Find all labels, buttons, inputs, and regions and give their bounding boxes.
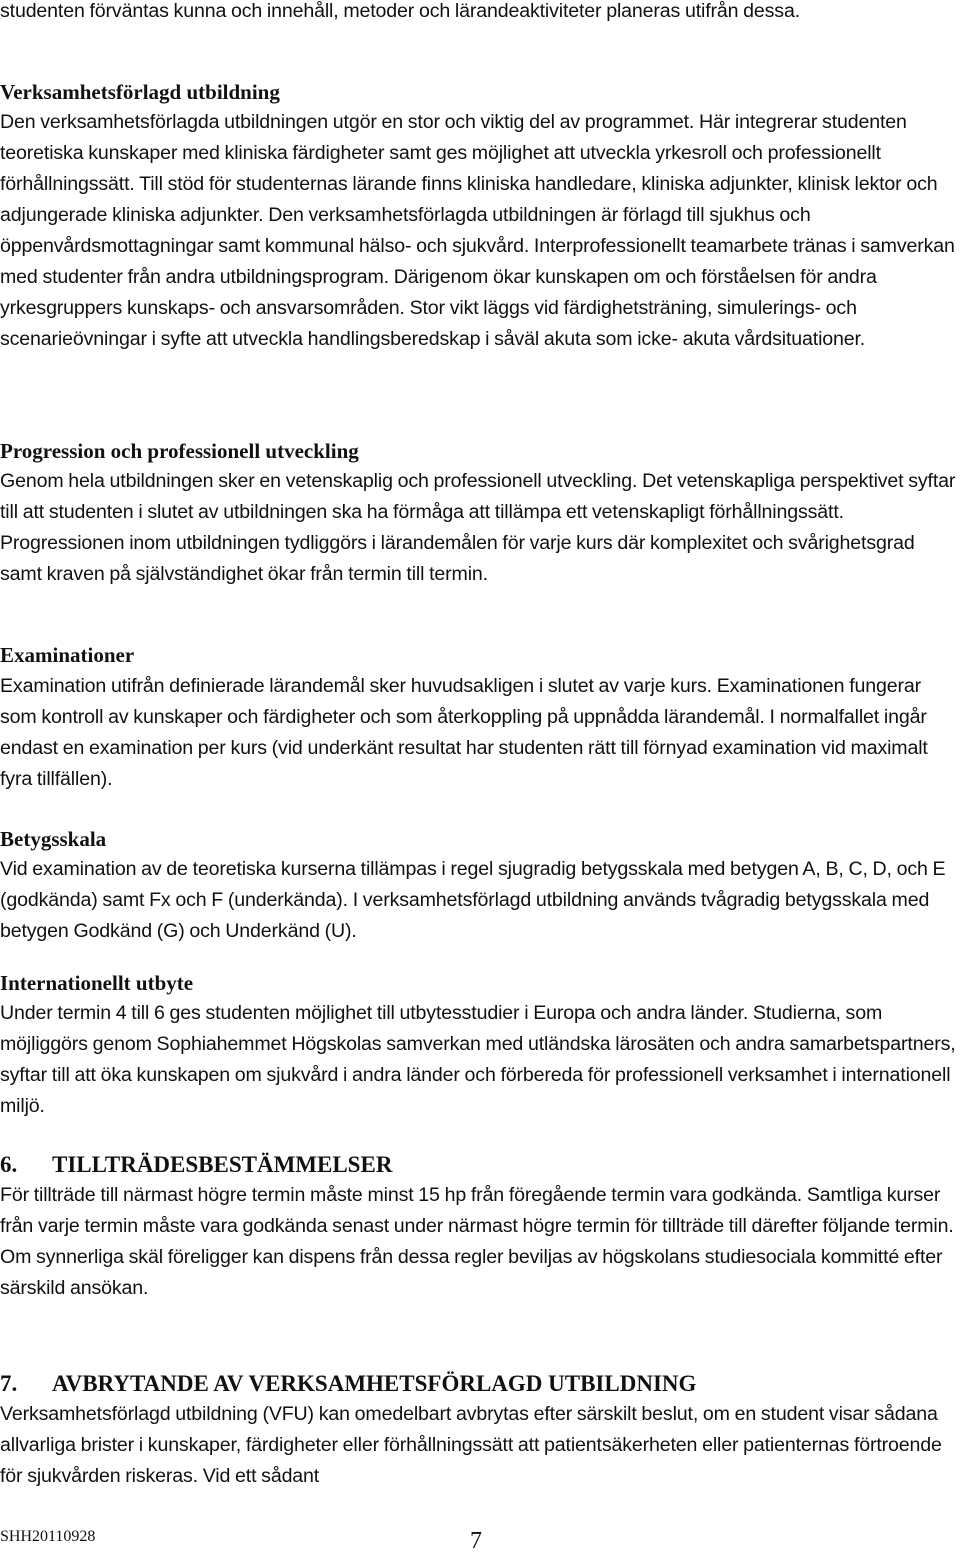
paragraph-betygsskala: Vid examination av de teoretiska kurserna tillämpas i regel sjugradig betygsskala med betygen A, B, C, D, och E (godkända) samt Fx och F (underkända). I verksamhetsförlagd utbildning används tvågradig betygsskala med betygen Godkänd (G) och Underkänd (U). (0, 858, 946, 942)
paragraph-examinationer: Examination utifrån definierade lärandemål sker huvudsakligen i slutet av varje kurs. Examinationen fungerar som kontroll av kunskaper och färdigheter och som återkoppling på uppnådda lärandemål. I normalfallet ingår endast en examination per kurs (vid underkänt resultat har studenten rätt till förnyad examination vid maximalt fyra tillfällen). (0, 675, 928, 790)
heading-progression: Progression och professionell utveckling (0, 439, 359, 463)
heading-internationellt-utbyte: Internationellt utbyte (0, 971, 194, 995)
paragraph-verksamhetsforlagd-utbildning: Den verksamhetsförlagda utbildningen utgör en stor och viktig del av programmet. Här integrerar studenten teoretiska kunskaper med kliniska färdigheter samt ges möjlighet att utveckla yrkesroll och professionellt förhållningssätt. Till stöd för studenternas lärande finns kliniska handledare, kliniska adjunkter, klinisk lektor och adjungerade kliniska adjunkter. Den verksamhetsförlagda utbildningen är förlagd till sjukhus och öppenvårdsmottagningar samt kommunal hälso- och sjukvård. Interprofessionellt teamarbete tränas i samverkan med studenter från andra utbildningsprogram. Därigenom ökar kunskapen om och förståelsen för andra yrkesgruppers kunskaps- och ansvarsområden. Stor vikt läggs vid färdighetsträning, simulerings- och scenarieövningar i syfte att utveckla handlingsberedskap i såväl akuta som icke- akuta vårdsituationer. (0, 111, 955, 350)
section-title: AVBRYTANDE AV VERKSAMHETSFÖRLAGD UTBILDNING (52, 1371, 697, 1396)
section-title: TILLTRÄDESBESTÄMMELSER (52, 1152, 393, 1177)
intro-paragraph: studenten förväntas kunna och innehåll, metoder och lärandeaktiviteter planeras utifrån dessa. (0, 0, 800, 22)
paragraph-progression: Genom hela utbildningen sker en vetenskaplig och professionell utveckling. Det vetenskapliga perspektivet syftar till att studenten i slutet av utbildningen ska ha förmåga att tillämpa ett vetenskapligt förhållningssätt. Progressionen inom utbildningen tydliggörs i lärandemålen för varje kurs där komplexitet och svårighetsgrad samt kraven på självständighet ökar från termin till termin. (0, 470, 956, 585)
heading-tilltradesbestammelser (0, 1151, 392, 1179)
paragraph-tilltradesbestammelser: För tillträde till närmast högre termin måste minst 15 hp från föregående termin vara godkända. Samtliga kurser från varje termin måste vara godkända senast under närmast högre termin för tillträde till därefter följande termin. Om synnerliga skäl föreligger kan dispens från dessa regler beviljas av högskolans studiesociala kommitté efter särskild ansökan. (0, 1184, 954, 1299)
section-number: 6. (0, 1152, 18, 1177)
heading-betygsskala: Betygsskala (0, 827, 107, 851)
heading-verksamhetsforlagd-utbildning: Verksamhetsförlagd utbildning (0, 80, 280, 104)
section-number: 7. (0, 1371, 18, 1396)
paragraph-internationellt-utbyte: Under termin 4 till 6 ges studenten möjlighet till utbytesstudier i Europa och andra länder. Studierna, som möjliggörs genom Sophiahemmet Högskolas samverkan med utländska lärosäten och andra samarbetspartners, syftar till att öka kunskapen om sjukvård i andra länder och förbereda för professionell verksamhet i internationell miljö. (0, 1002, 956, 1117)
footer-document-code: SHH20110928 (0, 1528, 96, 1545)
footer-page-number: 7 (470, 1528, 482, 1554)
paragraph-avbrytande-vfu: Verksamhetsförlagd utbildning (VFU) kan omedelbart avbrytas efter särskilt beslut, om en student visar sådana allvarliga brister i kunskaper, färdigheter eller förhållningssätt att patientsäkerheten eller patienternas förtroende för sjukvården riskeras. Vid ett sådant (0, 1403, 942, 1487)
heading-avbrytande-vfu (0, 1370, 696, 1398)
heading-examinationer: Examinationer (0, 643, 135, 667)
